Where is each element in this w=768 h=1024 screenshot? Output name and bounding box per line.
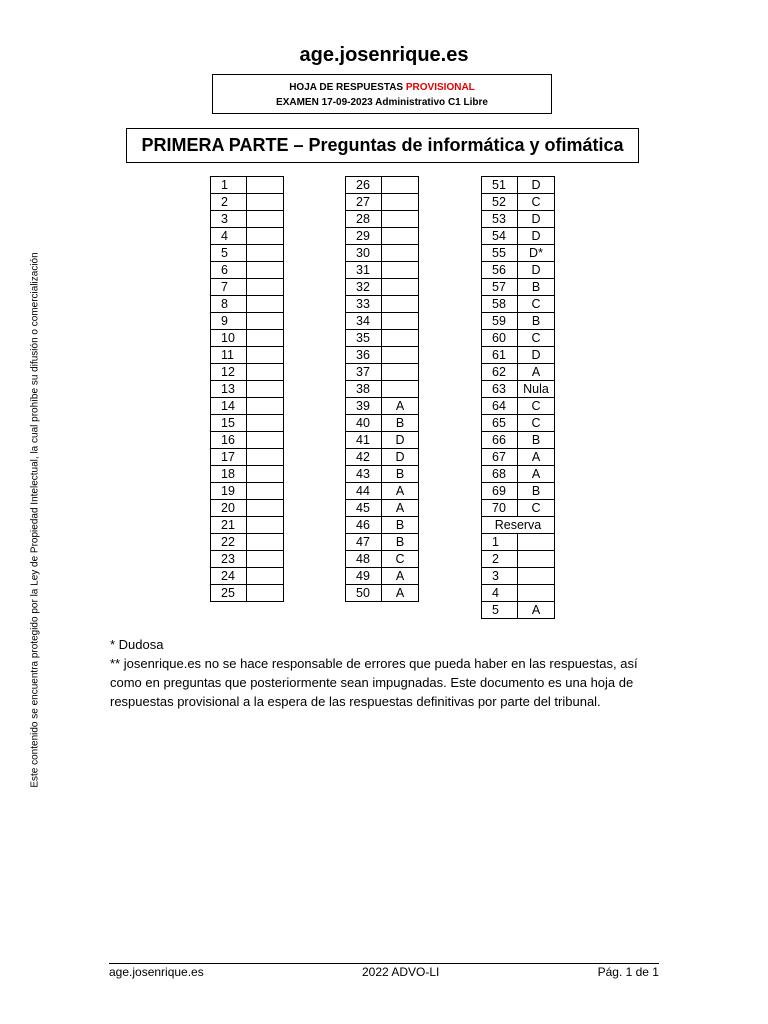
answer-cell: [247, 228, 284, 245]
question-number: 1: [482, 534, 518, 551]
answer-cell: [518, 551, 555, 568]
answer-row: [482, 483, 555, 500]
answer-cell: [247, 483, 284, 500]
answer-cell: [518, 534, 555, 551]
answer-cell: C: [518, 398, 555, 415]
answer-row: [482, 194, 555, 211]
answer-cell: [382, 381, 419, 398]
answer-row: [482, 415, 555, 432]
question-number: 19: [211, 483, 247, 500]
answer-cell: B: [518, 483, 555, 500]
answer-row: [211, 194, 284, 211]
answer-row: [211, 347, 284, 364]
answer-cell: [247, 245, 284, 262]
answer-row: [211, 415, 284, 432]
answer-row: [211, 500, 284, 517]
answer-cell: D: [518, 347, 555, 364]
answer-cell: B: [382, 534, 419, 551]
header-line-1: [213, 80, 551, 95]
question-number: 53: [482, 211, 518, 228]
answer-cell: [247, 364, 284, 381]
note-doubtful: * Dudosa: [110, 637, 164, 652]
exam-info: EXAMEN 17-09-2023 Administrativo C1 Libre: [276, 97, 488, 108]
answer-row: [346, 466, 419, 483]
question-number: 32: [346, 279, 382, 296]
answer-row: [482, 347, 555, 364]
answer-row: [482, 296, 555, 313]
answer-cell: [247, 296, 284, 313]
answer-cell: [247, 568, 284, 585]
question-number: 2: [482, 551, 518, 568]
question-number: 49: [346, 568, 382, 585]
question-number: 25: [211, 585, 247, 602]
answer-row: [211, 449, 284, 466]
answer-row: [346, 568, 419, 585]
answer-cell: A: [518, 466, 555, 483]
answer-cell: D: [518, 177, 555, 194]
answer-row: [211, 279, 284, 296]
answer-row: [482, 313, 555, 330]
answer-cell: [382, 245, 419, 262]
answer-row: [346, 245, 419, 262]
question-number: 22: [211, 534, 247, 551]
answer-row: [211, 296, 284, 313]
question-number: 50: [346, 585, 382, 602]
answer-row: [346, 483, 419, 500]
question-number: 31: [346, 262, 382, 279]
answer-cell: B: [382, 517, 419, 534]
question-number: 42: [346, 449, 382, 466]
answer-cell: [247, 534, 284, 551]
answer-row: [211, 517, 284, 534]
question-number: 18: [211, 466, 247, 483]
answer-row: [482, 602, 555, 619]
answer-row: [211, 245, 284, 262]
answer-cell: D: [518, 262, 555, 279]
answer-cell: C: [518, 330, 555, 347]
answer-row: [482, 228, 555, 245]
question-number: 4: [211, 228, 247, 245]
answer-cell: [382, 347, 419, 364]
answer-cell: [518, 585, 555, 602]
question-number: 21: [211, 517, 247, 534]
answer-row: [346, 177, 419, 194]
question-number: 11: [211, 347, 247, 364]
answer-row: [211, 228, 284, 245]
question-number: 36: [346, 347, 382, 364]
answer-table-2: [345, 176, 419, 602]
answer-cell: C: [518, 296, 555, 313]
answer-row: [346, 585, 419, 602]
answer-cell: [382, 194, 419, 211]
question-number: 3: [211, 211, 247, 228]
answer-cell: [382, 177, 419, 194]
answer-cell: [247, 500, 284, 517]
question-number: 16: [211, 432, 247, 449]
answer-table-3: [481, 176, 555, 619]
answer-row: [346, 347, 419, 364]
question-number: 10: [211, 330, 247, 347]
question-number: 58: [482, 296, 518, 313]
provisional-label: PROVISIONAL: [405, 82, 475, 93]
question-number: 46: [346, 517, 382, 534]
answer-row: [482, 551, 555, 568]
question-number: 56: [482, 262, 518, 279]
answer-row: [346, 551, 419, 568]
question-number: 1: [211, 177, 247, 194]
question-number: 17: [211, 449, 247, 466]
question-number: 28: [346, 211, 382, 228]
answer-cell: [247, 551, 284, 568]
answer-row: [482, 211, 555, 228]
answer-cell: B: [382, 466, 419, 483]
question-number: 48: [346, 551, 382, 568]
answer-cell: D: [382, 432, 419, 449]
answer-cell: A: [382, 500, 419, 517]
answer-cell: Nula: [518, 381, 555, 398]
answer-row: [211, 313, 284, 330]
answer-cell: A: [518, 364, 555, 381]
answer-cell: D*: [518, 245, 555, 262]
question-number: 7: [211, 279, 247, 296]
question-number: 12: [211, 364, 247, 381]
answer-row: [346, 296, 419, 313]
answer-row: [211, 551, 284, 568]
answer-row: [482, 279, 555, 296]
answer-cell: [247, 415, 284, 432]
question-number: 27: [346, 194, 382, 211]
answer-row: [211, 381, 284, 398]
answer-row: [346, 500, 419, 517]
question-number: 40: [346, 415, 382, 432]
footer-code: 2022 ADVO-LI: [361, 965, 440, 979]
answer-cell: D: [518, 211, 555, 228]
question-number: 44: [346, 483, 382, 500]
question-number: 65: [482, 415, 518, 432]
answer-row: [346, 398, 419, 415]
notes: [110, 635, 650, 711]
answer-row: [482, 398, 555, 415]
answer-row: [346, 381, 419, 398]
question-number: 67: [482, 449, 518, 466]
answer-row: [482, 364, 555, 381]
header-title: HOJA DE RESPUESTAS: [289, 82, 404, 93]
answer-row: [482, 466, 555, 483]
question-number: 5: [211, 245, 247, 262]
question-number: 64: [482, 398, 518, 415]
question-number: 66: [482, 432, 518, 449]
answer-cell: C: [518, 415, 555, 432]
answer-cell: D: [518, 228, 555, 245]
answer-row: [346, 211, 419, 228]
question-number: 39: [346, 398, 382, 415]
answer-row: [211, 398, 284, 415]
answer-cell: B: [382, 415, 419, 432]
answer-row: [346, 228, 419, 245]
answer-row: [346, 415, 419, 432]
answer-row: [482, 534, 555, 551]
answer-row: [482, 432, 555, 449]
question-number: 38: [346, 381, 382, 398]
question-number: 52: [482, 194, 518, 211]
answer-row: [346, 262, 419, 279]
answer-row: [211, 483, 284, 500]
question-number: 57: [482, 279, 518, 296]
answer-cell: [247, 262, 284, 279]
question-number: 43: [346, 466, 382, 483]
answer-cell: C: [382, 551, 419, 568]
question-number: 9: [211, 313, 247, 330]
footer: [109, 965, 659, 979]
answer-row: [211, 568, 284, 585]
answer-cell: A: [518, 449, 555, 466]
question-number: 33: [346, 296, 382, 313]
question-number: 69: [482, 483, 518, 500]
answer-row: [482, 585, 555, 602]
answer-row: [211, 534, 284, 551]
answer-row: [346, 279, 419, 296]
answer-cell: A: [382, 483, 419, 500]
answer-row: [482, 500, 555, 517]
answer-row: [346, 449, 419, 466]
answer-row: [482, 449, 555, 466]
answer-cell: [247, 381, 284, 398]
question-number: 61: [482, 347, 518, 364]
question-number: 47: [346, 534, 382, 551]
answer-row: [346, 364, 419, 381]
answer-cell: [382, 228, 419, 245]
answer-row: [482, 330, 555, 347]
question-number: 13: [211, 381, 247, 398]
answer-cell: [247, 313, 284, 330]
question-number: 63: [482, 381, 518, 398]
question-number: 14: [211, 398, 247, 415]
answer-cell: A: [518, 602, 555, 619]
answer-row: [346, 517, 419, 534]
answer-cell: [247, 466, 284, 483]
answer-cell: C: [518, 500, 555, 517]
answer-cell: [247, 279, 284, 296]
note-disclaimer: ** josenrique.es no se hace responsable de errores que pueda haber en las respuestas, así como en preguntas que posteriormente sean impugnadas. Este documento es una hoja de respuestas provisional a la espera de las respuestas definitivas por parte del tribunal.: [110, 656, 638, 709]
answer-sheet-header: [212, 74, 552, 114]
answer-row: [211, 330, 284, 347]
answer-row: [211, 364, 284, 381]
question-number: 29: [346, 228, 382, 245]
answer-row: [346, 534, 419, 551]
question-number: 70: [482, 500, 518, 517]
answer-row: [482, 177, 555, 194]
answer-row: [346, 313, 419, 330]
answer-cell: [382, 211, 419, 228]
answer-row: [211, 432, 284, 449]
answer-table-1: [210, 176, 284, 602]
question-number: 3: [482, 568, 518, 585]
answer-cell: [247, 330, 284, 347]
copyright-notice: Este contenido se encuentra protegido por la Ley de Propiedad Intelectual, la cual prohíbe su difusión o comercialización: [29, 252, 41, 788]
question-number: 60: [482, 330, 518, 347]
reserve-header-row: [482, 517, 555, 534]
answer-cell: [382, 262, 419, 279]
question-number: 6: [211, 262, 247, 279]
footer-divider: [109, 963, 659, 964]
section-title: PRIMERA PARTE – Preguntas de informática y ofimática: [126, 128, 639, 163]
answer-row: [482, 568, 555, 585]
question-number: 26: [346, 177, 382, 194]
answer-cell: [247, 347, 284, 364]
answer-row: [482, 245, 555, 262]
answer-row: [211, 177, 284, 194]
question-number: 15: [211, 415, 247, 432]
answer-cell: [247, 449, 284, 466]
question-number: 30: [346, 245, 382, 262]
answer-cell: [247, 585, 284, 602]
question-number: 34: [346, 313, 382, 330]
answer-row: [211, 262, 284, 279]
answer-cell: [518, 568, 555, 585]
answer-cell: B: [518, 432, 555, 449]
answer-row: [482, 381, 555, 398]
answer-cell: B: [518, 279, 555, 296]
question-number: 37: [346, 364, 382, 381]
question-number: 54: [482, 228, 518, 245]
question-number: 41: [346, 432, 382, 449]
question-number: 59: [482, 313, 518, 330]
question-number: 2: [211, 194, 247, 211]
answer-cell: A: [382, 568, 419, 585]
answer-cell: [247, 194, 284, 211]
question-number: 5: [482, 602, 518, 619]
answer-cell: [247, 517, 284, 534]
answer-cell: [382, 313, 419, 330]
answer-cell: [382, 330, 419, 347]
question-number: 35: [346, 330, 382, 347]
question-number: 68: [482, 466, 518, 483]
footer-site: age.josenrique.es: [109, 965, 204, 979]
answer-cell: C: [518, 194, 555, 211]
answer-cell: A: [382, 398, 419, 415]
answer-cell: [247, 432, 284, 449]
answer-row: [211, 585, 284, 602]
answer-cell: A: [382, 585, 419, 602]
answer-cell: [247, 177, 284, 194]
site-title: age.josenrique.es: [299, 44, 469, 66]
question-number: 8: [211, 296, 247, 313]
answer-cell: D: [382, 449, 419, 466]
answer-row: [211, 211, 284, 228]
question-number: 62: [482, 364, 518, 381]
question-number: 24: [211, 568, 247, 585]
question-number: 45: [346, 500, 382, 517]
question-number: 55: [482, 245, 518, 262]
answer-row: [482, 262, 555, 279]
question-number: 23: [211, 551, 247, 568]
answer-cell: [247, 211, 284, 228]
question-number: 51: [482, 177, 518, 194]
answer-row: [211, 466, 284, 483]
question-number: 4: [482, 585, 518, 602]
answer-cell: [247, 398, 284, 415]
answer-row: [346, 432, 419, 449]
footer-page: Pág. 1 de 1: [597, 965, 659, 979]
answer-cell: [382, 279, 419, 296]
reserve-label: Reserva: [482, 517, 555, 534]
answer-cell: [382, 296, 419, 313]
answer-cell: B: [518, 313, 555, 330]
answer-row: [346, 194, 419, 211]
answer-cell: [382, 364, 419, 381]
answer-row: [346, 330, 419, 347]
question-number: 20: [211, 500, 247, 517]
